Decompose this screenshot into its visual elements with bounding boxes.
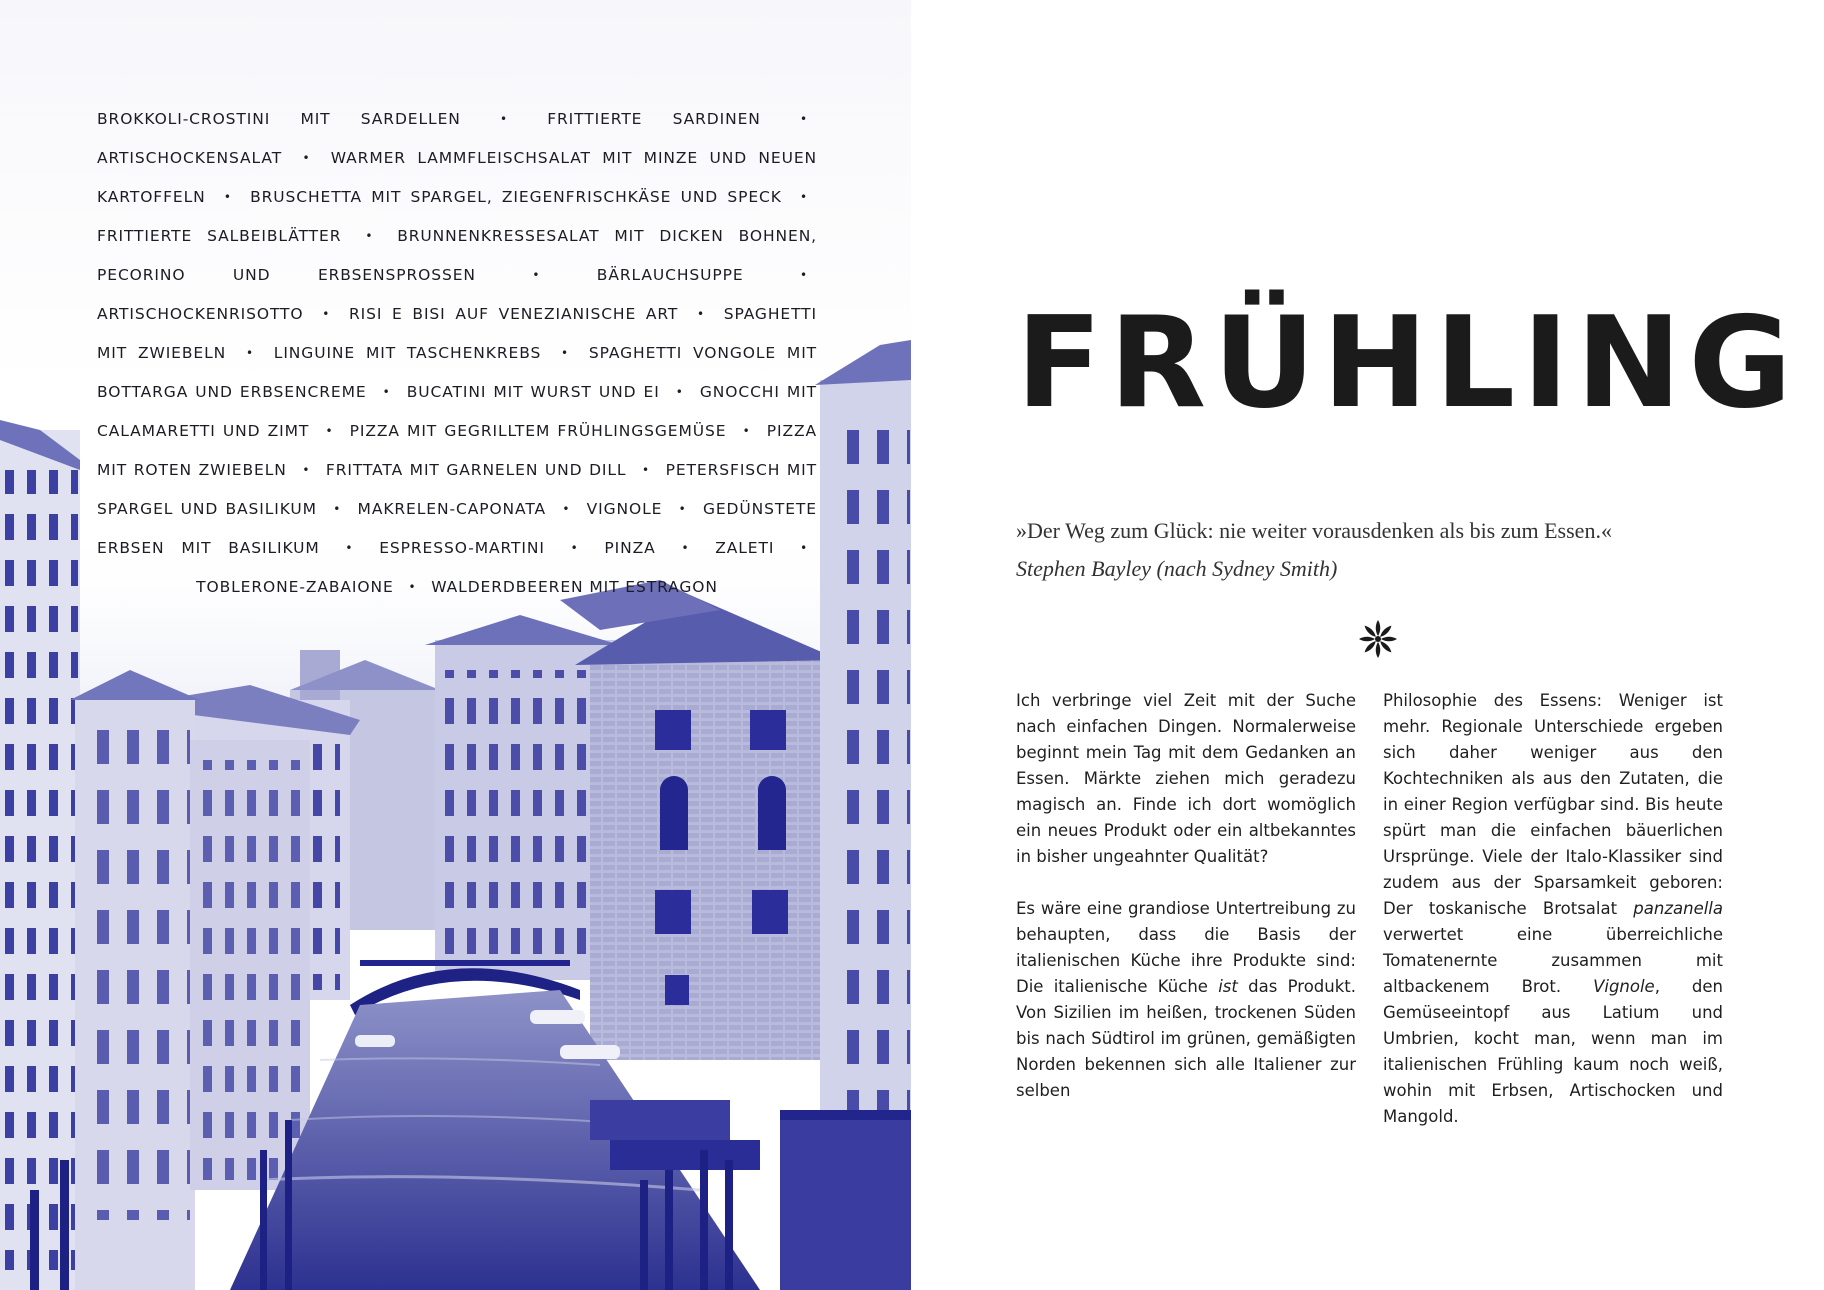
epigraph-author: Stephen Bayley (nach Sydney Smith) [1016,556,1338,581]
menu-item: LINGUINE MIT TASCHENKREBS [273,344,542,362]
body-column-left [1016,688,1356,1130]
bullet-separator: • [302,151,311,165]
bullet-separator: • [365,229,374,243]
menu-item: VIGNOLE [586,500,663,518]
bullet-separator: • [562,502,571,516]
bullet-separator: • [345,541,354,555]
bullet-separator: • [800,112,808,126]
menu-item: FRITTATA MIT GARNELEN UND DILL [325,461,627,479]
bullet-separator: • [245,346,254,360]
bullet-separator: • [697,307,705,321]
bullet-separator: • [678,502,687,516]
menu-item: GEDÜNSTETE ERBSEN MIT BASILIKUM [97,500,817,557]
menu-item: ZALETI [715,539,775,557]
asterisk-flower-icon [1356,617,1400,661]
epigraph-quote: »Der Weg zum Glück: nie weiter vorausdenken als bis zum Essen.« [1016,518,1612,543]
menu-item: RISI E BISI AUF VENEZIANISCHE ART [348,305,679,323]
menu-item: PIZZA MIT GEGRILLTEM FRÜHLINGSGEMÜSE [349,422,727,440]
menu-item: BROKKOLI-CROSTINI MIT SARDELLEN [97,110,461,128]
bullet-separator: • [325,424,334,438]
paragraph: Philosophie des Essens: Weniger ist mehr. Regionale Unterschiede ergeben sich daher weniger aus den Kochtechniken als aus den Zutaten, die in einer Region verfügbar sind. Bis heute spürt man die einfachen bäuerlichen Ursprünge. Viele der Italo-Klassiker sind zudem aus der Sparsamkeit geboren: Der toskanische Brotsalat panzanella verwertet eine überreichliche Tomatenernte zusammen mit altbackenem Brot. Vignole, den Gemüseeintopf aus Latium und Umbrien, kocht man, wenn man im italienischen Frühling kaum noch weiß, wohin mit Erbsen, Artischocken und Mangold. [1383,691,1723,1126]
menu-item: PETERSFISCH MIT SPARGEL UND BASILIKUM [97,461,818,518]
bullet-separator: • [642,463,651,477]
bullet-separator: • [800,190,809,204]
menu-item: ESPRESSO-MARTINI [379,539,545,557]
menu-item: WALDERDBEEREN MIT ESTRAGON [431,578,718,596]
menu-item: PINZA [604,539,656,557]
bullet-separator: • [223,190,232,204]
menu-item: PIZZA MIT ROTEN ZWIEBELN [97,422,818,479]
menu-item: BÄRLAUCHSUPPE [596,266,744,284]
paragraph: Ich verbringe viel Zeit mit der Suche nach einfachen Dingen. Normalerweise beginnt mein Tag mit dem Gedanken an Essen. Märkte ziehen mich geradezu magisch an. Finde ich dort womöglich ein neues Produkt oder ein altbekanntes in bisher ungeahnter Qualität? [1016,691,1356,866]
bullet-separator: • [570,541,579,555]
left-page [0,0,911,1290]
bullet-separator: • [333,502,342,516]
bullet-separator: • [800,541,809,555]
menu-item: BUCATINI MIT WURST UND EI [406,383,660,401]
bullet-separator: • [800,268,808,282]
menu-item: SPAGHETTI VONGOLE MIT BOTTARGA UND ERBSENCREME [97,344,818,401]
menu-item: WARMER LAMMFLEISCHSALAT MIT MINZE UND NEUEN KARTOFFELN [97,149,818,206]
bullet-separator: • [532,268,541,282]
menu-item: SPAGHETTI MIT ZWIEBELN [97,305,818,362]
bullet-separator: • [408,580,417,594]
bullet-separator: • [382,385,391,399]
menu-item: FRITTIERTE SARDINEN [547,110,761,128]
right-page [911,0,1824,1290]
bullet-separator: • [499,112,508,126]
menu-list [97,100,817,607]
bullet-separator: • [675,385,684,399]
menu-item: ARTISCHOCKENRISOTTO [97,305,304,323]
bullet-separator: • [302,463,311,477]
paragraph: Es wäre eine grandiose Untertreibung zu behaupten, dass die Basis der italienischen Küche ihre Produkte sind: Die italienische Küche ist das Produkt. Von Sizilien im heißen, trockenen Süden bis nach Südtirol im grünen, gemäßigten Norden bekennen sich alle Italiener zur selben [1016,899,1356,1100]
menu-item: BRUSCHETTA MIT SPARGEL, ZIEGENFRISCHKÄSE UND SPECK [250,188,782,206]
bullet-separator: • [561,346,570,360]
body-column-right [1383,688,1723,1156]
page-title: FRÜHLING [1016,289,1799,436]
menu-item: MAKRELEN-CAPONATA [357,500,547,518]
menu-item: BRUNNENKRESSESALAT MIT DICKEN BOHNEN, PECORINO UND ERBSENSPROSSEN [97,227,818,284]
menu-item: TOBLERONE-ZABAIONE [196,578,394,596]
bullet-separator: • [742,424,751,438]
menu-item: FRITTIERTE SALBEIBLÄTTER [97,227,342,245]
bullet-separator: • [681,541,690,555]
menu-item: GNOCCHI MIT CALAMARETTI UND ZIMT [97,383,818,440]
bullet-separator: • [322,307,331,321]
menu-item: ARTISCHOCKENSALAT [97,149,283,167]
